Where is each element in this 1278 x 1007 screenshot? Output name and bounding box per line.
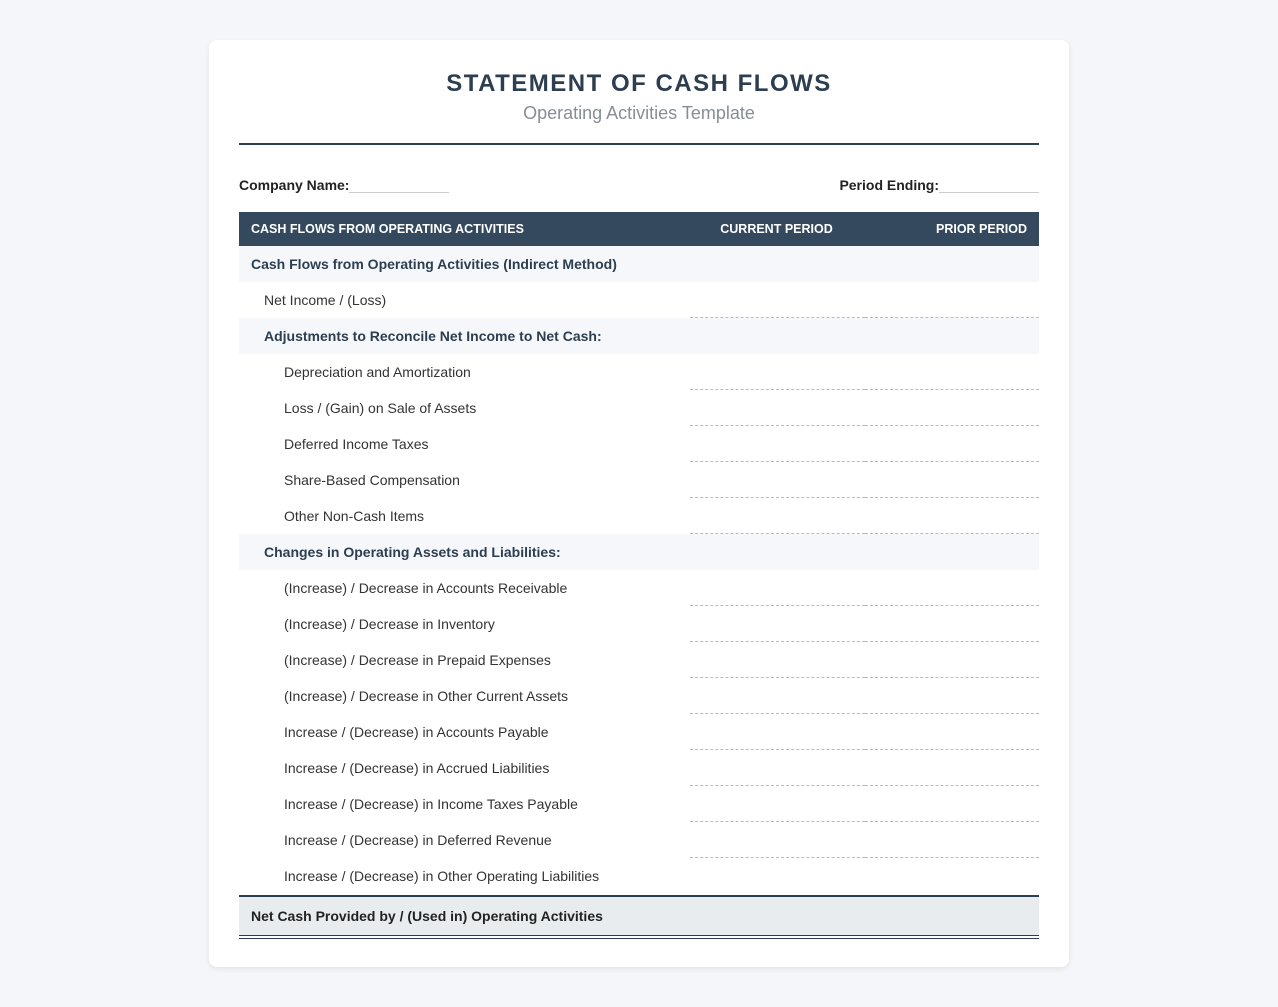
row-label: Net Income / (Loss)	[264, 292, 387, 308]
row-label: Increase / (Decrease) in Income Taxes Payable	[284, 796, 578, 812]
row-label: Loss / (Gain) on Sale of Assets	[284, 400, 477, 416]
table-row	[239, 498, 1039, 534]
row-label: Depreciation and Amortization	[284, 364, 471, 380]
row-label: Increase / (Decrease) in Accounts Payable	[284, 724, 549, 740]
row-label: (Increase) / Decrease in Accounts Receivable	[284, 580, 568, 596]
row-label: (Increase) / Decrease in Inventory	[284, 616, 495, 632]
row-label: Increase / (Decrease) in Accrued Liabilities	[284, 760, 550, 776]
total-row-net-cash	[239, 895, 1039, 935]
table-row	[239, 858, 1039, 894]
table-row	[239, 606, 1039, 642]
table-row	[239, 642, 1039, 678]
row-label: Other Non-Cash Items	[284, 508, 425, 524]
section-row-adjustments	[239, 318, 1039, 354]
table-row	[239, 462, 1039, 498]
period-ending-label: Period Ending:	[839, 177, 939, 193]
column-header-prior-period: PRIOR PERIOD	[936, 222, 1027, 236]
column-header-current-period: CURRENT PERIOD	[720, 222, 833, 236]
company-name-input[interactable]	[349, 176, 449, 193]
table-row	[239, 750, 1039, 786]
table-row	[239, 390, 1039, 426]
period-ending-field	[839, 176, 1039, 193]
table-row	[239, 678, 1039, 714]
row-label: Changes in Operating Assets and Liabilities:	[264, 544, 561, 560]
row-label: Share-Based Compensation	[284, 472, 460, 488]
table-row	[239, 282, 1039, 318]
total-double-underline	[239, 935, 1039, 939]
table-row	[239, 822, 1039, 858]
section-row-changes-in-working-capital	[239, 534, 1039, 570]
page-subtitle: Operating Activities Template	[523, 103, 755, 123]
period-ending-input[interactable]	[939, 176, 1039, 193]
total-label: Net Cash Provided by / (Used in) Operating Activities	[251, 908, 603, 924]
company-name-label: Company Name:	[239, 177, 350, 193]
table-row	[239, 786, 1039, 822]
row-label: Deferred Income Taxes	[284, 436, 429, 452]
row-label: Cash Flows from Operating Activities (Indirect Method)	[251, 256, 617, 272]
row-label: (Increase) / Decrease in Other Current Assets	[284, 688, 568, 704]
table-header	[239, 212, 1039, 246]
section-row-operating-activities	[239, 246, 1039, 282]
header-divider	[239, 143, 1039, 145]
company-name-field	[239, 176, 449, 193]
table-row	[239, 426, 1039, 462]
page-title: STATEMENT OF CASH FLOWS	[446, 70, 832, 97]
row-label: Increase / (Decrease) in Deferred Revenue	[284, 832, 552, 848]
table-row	[239, 570, 1039, 606]
row-label: Increase / (Decrease) in Other Operating Liabilities	[284, 868, 600, 884]
statement-card	[209, 40, 1069, 967]
table-row	[239, 714, 1039, 750]
table-row	[239, 354, 1039, 390]
column-header-description: CASH FLOWS FROM OPERATING ACTIVITIES	[251, 222, 524, 236]
row-label: (Increase) / Decrease in Prepaid Expenses	[284, 652, 551, 668]
cash-flow-table	[239, 212, 1039, 939]
row-label: Adjustments to Reconcile Net Income to Net Cash:	[264, 328, 602, 344]
